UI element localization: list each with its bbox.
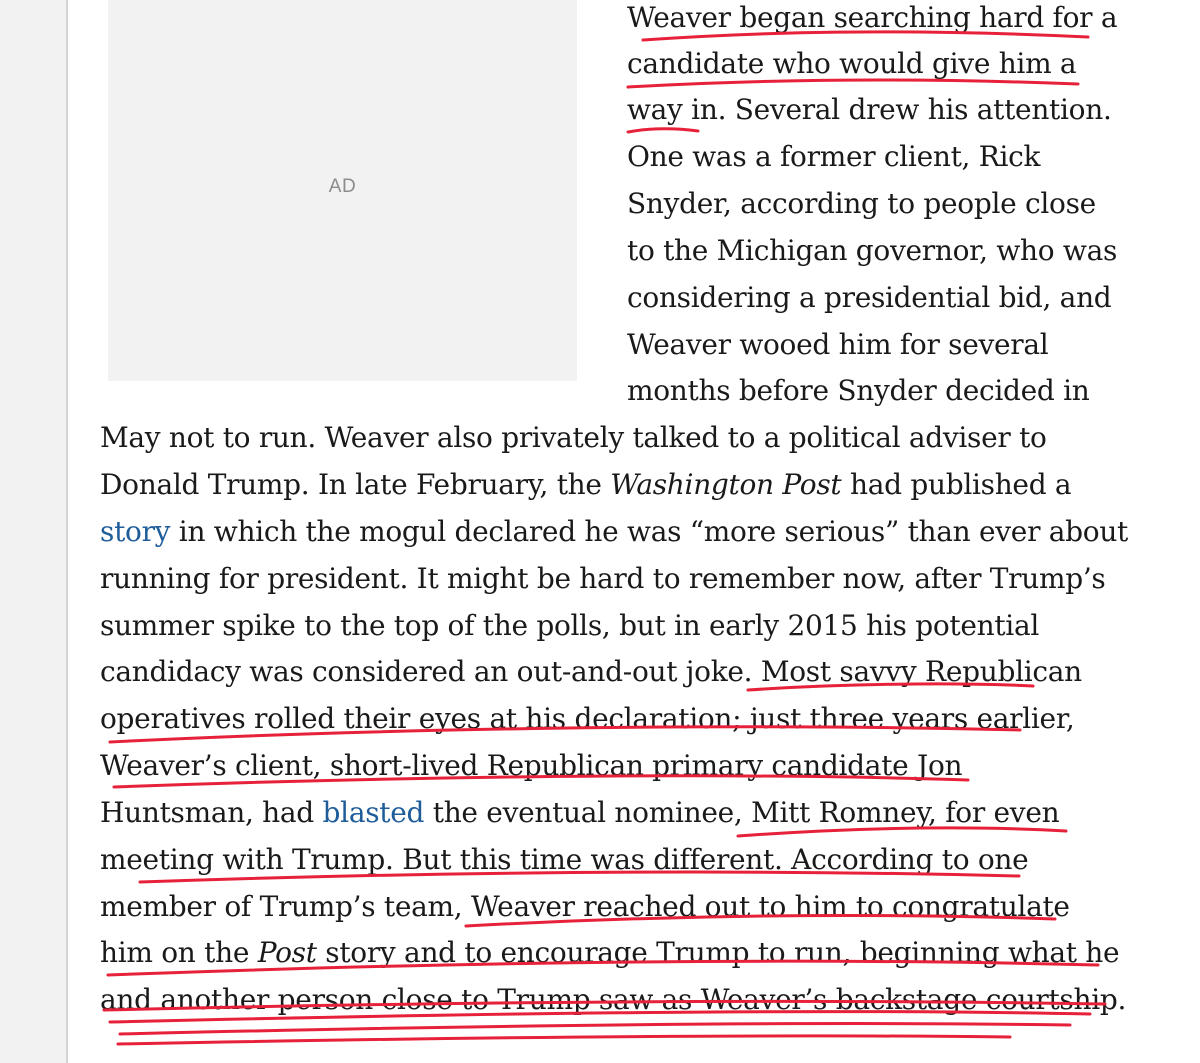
text-segment: Huntsman, had	[100, 796, 323, 829]
underline-mark	[118, 1036, 1010, 1044]
text-line: Weaver wooed him for several	[627, 328, 1049, 361]
left-gutter	[0, 0, 68, 1063]
text-segment: story and to encourage Trump to run, beginning what he	[316, 936, 1120, 969]
text-line: months before Snyder decided in	[627, 374, 1090, 407]
text-line: Snyder, according to people close	[627, 187, 1096, 220]
text-line	[100, 508, 1128, 555]
underline-mark	[120, 1024, 1070, 1034]
text-segment: Donald Trump. In late February, the	[100, 468, 611, 501]
text-line: way in. Several drew his attention.	[627, 93, 1112, 126]
blasted-link[interactable]: blasted	[322, 796, 425, 829]
text-line: considering a presidential bid, and	[627, 281, 1112, 314]
text-line: to the Michigan governor, who was	[627, 234, 1118, 267]
publication-name: Washington Post	[610, 468, 842, 501]
text-line: operatives rolled their eyes at his declaration; just three years earlier,	[100, 702, 1075, 735]
publication-name: Post	[257, 936, 317, 969]
story-link[interactable]: story	[100, 515, 171, 548]
text-line: member of Trump’s team, Weaver reached out to him to congratulate	[100, 890, 1070, 923]
text-segment: in which the mogul declared he was “more serious” than ever about	[170, 515, 1129, 548]
text-line	[100, 461, 1071, 508]
ad-placeholder[interactable]	[108, 0, 577, 381]
text-line: summer spike to the top of the polls, but in early 2015 his potential	[100, 609, 1040, 642]
text-line: and another person close to Trump saw as Weaver’s backstage courtship.	[100, 983, 1127, 1016]
text-segment: the eventual nominee, Mitt Romney, for even	[424, 796, 1060, 829]
text-segment: had published a	[841, 468, 1072, 501]
text-line: meeting with Trump. But this time was different. According to one	[100, 843, 1029, 876]
text-line: Weaver began searching hard for a	[627, 1, 1118, 34]
text-segment: him on the	[100, 936, 258, 969]
text-line	[100, 789, 1059, 836]
text-line: Weaver’s client, short-lived Republican primary candidate Jon	[100, 749, 963, 782]
text-line: May not to run. Weaver also privately talked to a political adviser to	[100, 421, 1047, 454]
text-line: running for president. It might be hard to remember now, after Trump’s	[100, 562, 1106, 595]
text-line: candidate who would give him a	[627, 47, 1077, 80]
text-line: candidacy was considered an out-and-out joke. Most savvy Republican	[100, 655, 1082, 688]
ad-label: AD	[328, 176, 357, 197]
text-line	[100, 929, 1119, 976]
text-line: One was a former client, Rick	[627, 140, 1041, 173]
